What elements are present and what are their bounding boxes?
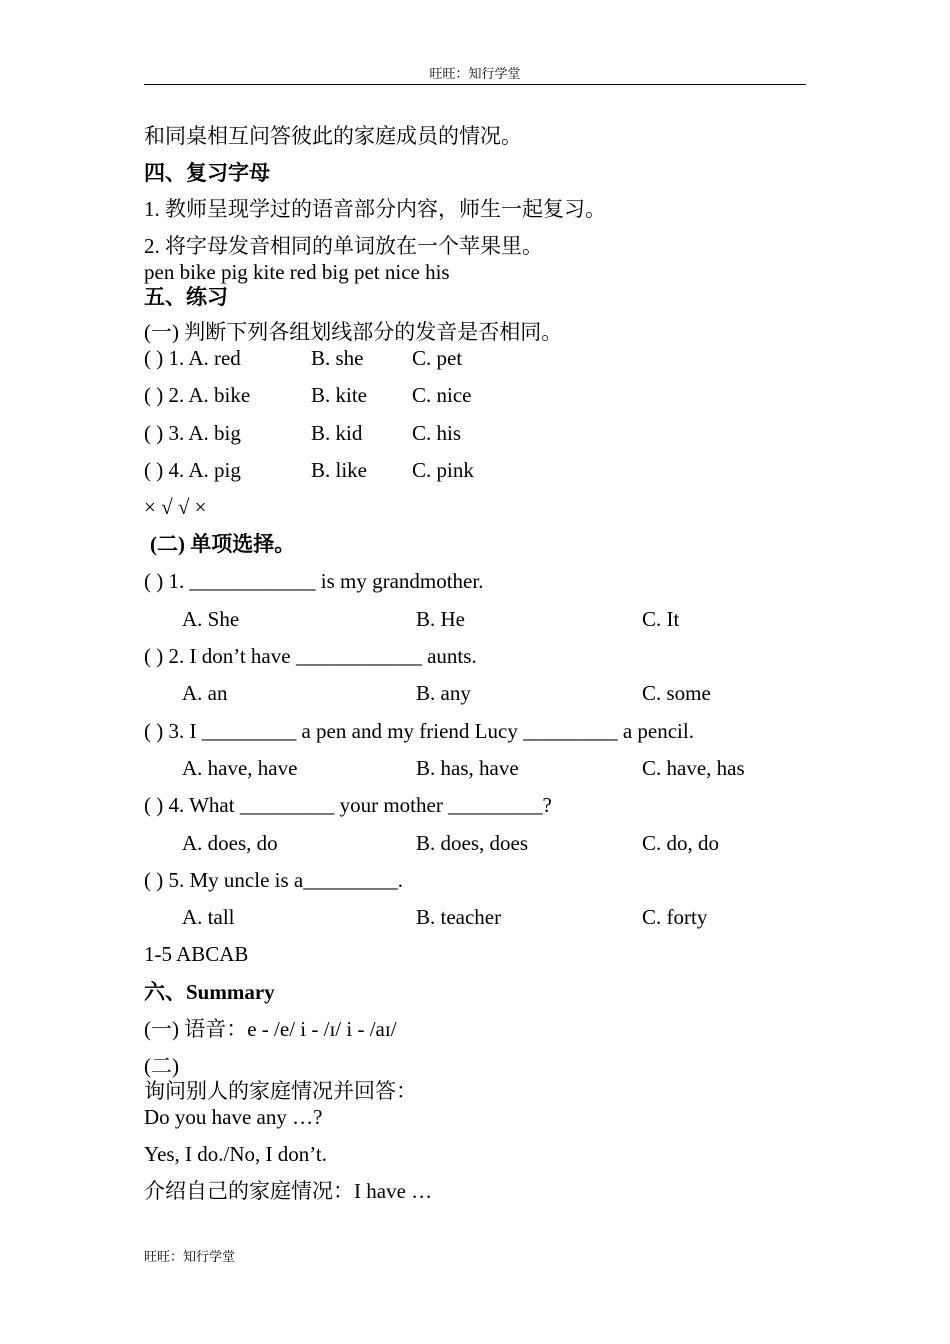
p2-q3-option-a: A. have, have [182, 756, 298, 780]
p2-q3-option-b: B. has, have [416, 756, 519, 780]
p2-q1-option-c: C. It [642, 607, 680, 631]
p2-q5-option-b: B. teacher [416, 905, 502, 929]
p2-q1-stem: ( ) 1. ____________ is my grandmother. [144, 569, 484, 593]
section-4-item-1: 1. 教师呈现学过的语音部分内容，师生一起复习。 [144, 197, 606, 221]
summary-part-2-line-3: Yes, I do./No, I don’t. [144, 1142, 327, 1166]
p2-q4-option-b: B. does, does [416, 831, 528, 855]
page-header: 旺旺：知行学堂 [429, 66, 521, 81]
p1-q1-option-b: B. she [311, 346, 364, 370]
section-5-part-1-title: (一) 判断下列各组划线部分的发音是否相同。 [144, 320, 563, 344]
summary-part-2-line-4: 介绍自己的家庭情况：I have … [144, 1179, 433, 1203]
p2-q5-option-c: C. forty [642, 905, 708, 929]
p2-q3-stem: ( ) 3. I _________ a pen and my friend Lucy _________ a pencil. [144, 719, 694, 743]
p2-q2-option-b: B. any [416, 681, 471, 705]
p2-q4-stem: ( ) 4. What _________ your mother _________? [144, 793, 552, 817]
p2-q2-option-c: C. some [642, 681, 711, 705]
section-6-heading: 六、Summary [144, 980, 275, 1004]
p1-q2-option-b: B. kite [311, 383, 367, 407]
intro-line: 和同桌相互问答彼此的家庭成员的情况。 [144, 124, 522, 148]
p1-q4-option-c: C. pink [412, 458, 474, 482]
section-5-part-2-title: (二) 单项选择。 [150, 532, 296, 556]
summary-part-2-line-1: 询问别人的家庭情况并回答： [144, 1079, 417, 1103]
p1-q1-option-c: C. pet [412, 346, 463, 370]
p1-q4-stem: ( ) 4. A. pig [144, 458, 241, 482]
page-footer: 旺旺：知行学堂 [144, 1249, 236, 1264]
p1-q3-stem: ( ) 3. A. big [144, 421, 241, 445]
p1-q3-option-c: C. his [412, 421, 462, 445]
part-1-answers: × √ √ × [144, 495, 207, 519]
section-5-heading: 五、练习 [144, 285, 228, 309]
part-2-answers: 1-5 ABCAB [144, 942, 249, 966]
p1-q4-option-b: B. like [311, 458, 367, 482]
section-4-heading: 四、复习字母 [144, 161, 270, 185]
p1-q2-stem: ( ) 2. A. bike [144, 383, 251, 407]
header-rule [144, 84, 806, 85]
summary-part-2-line-2: Do you have any …? [144, 1105, 323, 1129]
summary-part-1: (一) 语音：e - /e/ i - /ɪ/ i - /aɪ/ [144, 1017, 397, 1041]
p2-q1-option-b: B. He [416, 607, 465, 631]
p2-q4-option-c: C. do, do [642, 831, 720, 855]
p1-q2-option-c: C. nice [412, 383, 472, 407]
p2-q2-stem: ( ) 2. I don’t have ____________ aunts. [144, 644, 477, 668]
p2-q2-option-a: A. an [182, 681, 228, 705]
p2-q4-option-a: A. does, do [182, 831, 278, 855]
p1-q3-option-b: B. kid [311, 421, 363, 445]
section-4-item-2: 2. 将字母发音相同的单词放在一个苹果里。 [144, 234, 543, 258]
summary-part-2-label: (二) [144, 1054, 179, 1078]
p2-q5-stem: ( ) 5. My uncle is a_________. [144, 868, 403, 892]
section-4-words: pen bike pig kite red big pet nice his [144, 260, 450, 284]
p2-q5-option-a: A. tall [182, 905, 235, 929]
p2-q3-option-c: C. have, has [642, 756, 745, 780]
p1-q1-stem: ( ) 1. A. red [144, 346, 241, 370]
p2-q1-option-a: A. She [182, 607, 240, 631]
